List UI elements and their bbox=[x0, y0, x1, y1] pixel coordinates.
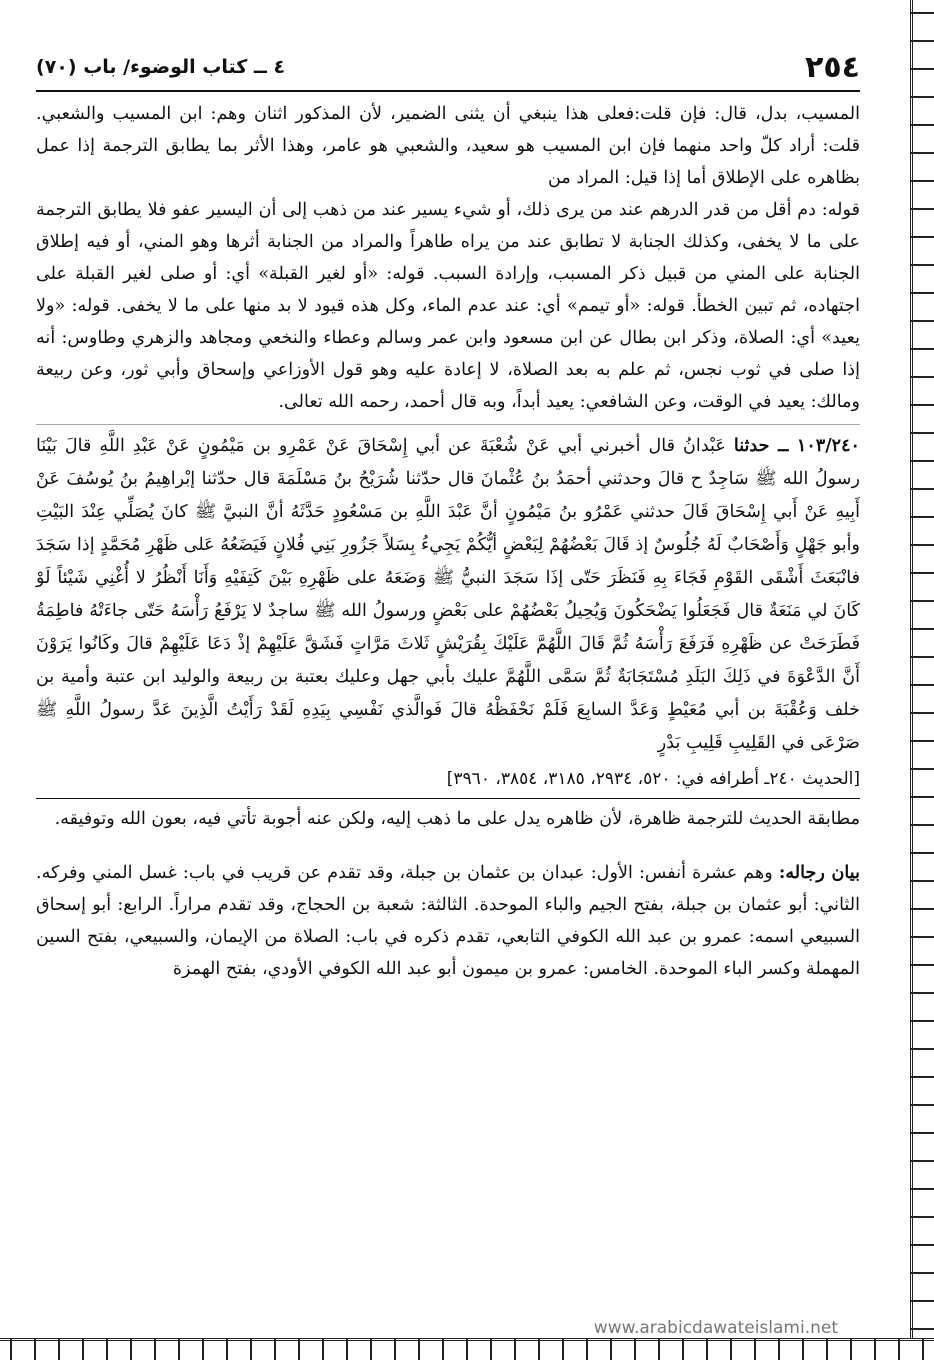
ornamental-border-right bbox=[910, 0, 934, 1360]
running-title: ٤ ــ كتاب الوضوء/ باب (٧٠) bbox=[36, 56, 286, 78]
hadith-number: ١٠٣/٢٤٠ ــ حدثنا bbox=[733, 435, 860, 456]
page-number: ٢٥٤ bbox=[805, 49, 860, 85]
spacer bbox=[36, 835, 860, 857]
narrators-heading: بيان رجاله: bbox=[778, 862, 861, 883]
hadith-block bbox=[36, 424, 860, 760]
page-header bbox=[36, 44, 860, 92]
commentary-paragraph: المسيب، بدل، قال: فإن قلت:فعلى هذا ينبغي أن يثنى الضمير، لأن المذكور اثنان وهم: ابن المسيب والشعبي. قلت: أراد كلّ واحد منهما فإن ابن المسيب هو سعيد، والشعبي هو عامر، وهذا الأثر بما يطابق الترجمة إذا عمل بظاهره على الإطلاق أما إذا قيل: المراد من bbox=[36, 104, 860, 188]
page-content bbox=[36, 98, 860, 985]
watermark-url: www.arabicdawateislami.net bbox=[590, 1318, 842, 1338]
hadith-reference: [الحديث ٢٤٠ـ أطرافه في: ٥٢٠، ٢٩٣٤، ٣١٨٥، ٣٨٥٤، ٣٩٦٠] bbox=[36, 764, 860, 799]
narrators-paragraph bbox=[36, 857, 860, 985]
narrators-text: وهم عشرة أنفس: الأول: عبدان بن عثمان بن جبلة، وقد تقدم عن قريب في باب: غسل المني وفركه. الثاني: أبو عثمان بن جبلة، بفتح الجيم والباء الموحدة. الثالثة: شعبة بن الحجاج، وقد تقدم مراراً. الرابع: أبو إسحاق السبيعي اسمه: عمرو بن عبد الله الكوفي التابعي، تقدم ذكره في باب: الصلاة من الإيمان، والسبيعي، بفتح السين المهملة وكسر الباء الموحدة. الخامس: عمرو بن ميمون أبو عبد الله الكوفي الأودي، بفتح الهمزة bbox=[36, 863, 860, 979]
ornamental-border-bottom bbox=[0, 1338, 934, 1360]
conformity-paragraph: مطابقة الحديث للترجمة ظاهرة، لأن ظاهره يدل على ما ذهب إليه، ولكن عنه أجوبة تأتي فيه، بعون الله وتوفيقه. bbox=[54, 809, 860, 829]
commentary-paragraph: قوله: دم أقل من قدر الدرهم عند من يرى ذلك، أو شيء يسير عند من ذهب إلى أن اليسير عفو فلا يطابق الترجمة على ما لا يخفى، وكذلك الجنابة لا تطابق عند من يراه طاهراً والمراد من الجنابة أثرها وهو المني، أو فيه إطلاق الجنابة على المني من قبيل ذكر المسبب، وإرادة السبب. قوله: «أو لغير القبلة» أي: أو صلى لغير القبلة على اجتهاده، ثم تبين الخطأ. قوله: «أو تيمم» أي: عند عدم الماء، وكل هذه قيود لا بد منها على ما لا يخفى. قوله: «ولا يعيد» أي: الصلاة، وذكر ابن بطال عن ابن مسعود وابن عمر وسالم وعطاء والنخعي ومجاهد والزهري وطاوس: أنه إذا صلى في ثوب نجس، ثم علم به بعد الصلاة، لا إعادة عليه وهو قول الأوزاعي وإسحاق وأبي ثور، وعن ربيعة ومالك: يعيد في الوقت، وعن الشافعي: يعيد أبداً، وبه قال أحمد، رحمه الله تعالى. bbox=[36, 200, 860, 412]
hadith-text: عَبْدانُ قال أخبرني أبي عَنْ شُعْبَةَ عن أبي إِسْحَاقَ عَنْ عَمْرِو بن مَيْمُونٍ عَنْ عَبْدِ اللَّهِ قالَ بَيْنَا رسولُ الله ﷺ سَاجِدٌ ح قالَ وحدثني أحمَدُ بنُ عُثْمانَ قال حدّثنا شُرَيْحُ بنُ مَسْلَمَةَ قال حدّثنا إبْراهِيمُ بنُ يُوسُفَ عَنْ أَبِيهِ عَنْ أَبي إِسْحَاقَ قَالَ حدثني عَمْرُو بنُ مَيْمُونٍ أنَّ عَبْدَ اللَّهِ بن مَسْعُودٍ حَدَّثَهُ أنَّ النبيَّ ﷺ كانَ يُصَلِّي عِنْدَ البَيْتِ وأبو جَهْلٍ وَأَصْحَابٌ لَهُ جُلُوسٌ إذ قَالَ بَعْضُهُمْ لِبَعْضٍ أيُّكُمْ يَجِيءُ بِسَلاً جَزُورِ بَنِي فُلانٍ فَيَضَعُهُ عَلى ظَهْرِ مُحَمَّدٍ إذا سَجَدَ فانْبَعَثَ أَشْقَى القَوْمِ فَجَاءَ بِهِ فَنَظَرَ حَتّى إذَا سَجَدَ النبيُّ ﷺ وَضَعَهُ على ظَهْرِهِ بَيْنَ كَتِفَيْهِ وَأَنَا أَنْظُرُ لا أُغْنِي شَيْئاً لَوْ كَانَ لي مَنَعَةٌ قال فَجَعَلُوا يَضْحَكُونَ وَيُحِيلُ بَعْضُهُمْ على بَعْضٍ ورسولُ الله ﷺ ساجدٌ لا يَرْفَعُ رَأْسَهُ حَتّى جاءَتْهُ فاطِمَةُ فَطَرَحَتْ عن ظَهْرِهِ فَرَفَعَ رَأْسَهُ ثُمَّ قَالَ اللَّهُمَّ عَلَيْكَ بِقُرَيْشٍ ثَلاثَ مَرَّاتٍ فَشَقَّ عَلَيْهِمْ إذْ دَعَا عَلَيْهِمْ قالَ وكَانُوا يَرَوْنَ أَنَّ الدَّعْوَةَ في ذَلِكَ البَلَدِ مُسْتَجَابَةٌ ثُمَّ سَمَّى اللَّهُمَّ عليك بأبي جهل وعليك بعتبة بن ربيعة والوليد ابن عتبة وأمية بن خلف وَعُقْبَةَ بن أبي مُعَيْطٍ وَعَدَّ السابِعَ فَلَمْ نَحْفَظْهُ قالَ فَوالَّذي نَفْسِي بِيَدِهِ لَقَدْ رَأَيْتُ الَّذِينَ عَدَّ رسولُ اللَّهِ ﷺ صَرْعَى في القَلِيبِ قَلِيبِ بَدْرٍ bbox=[36, 436, 860, 753]
